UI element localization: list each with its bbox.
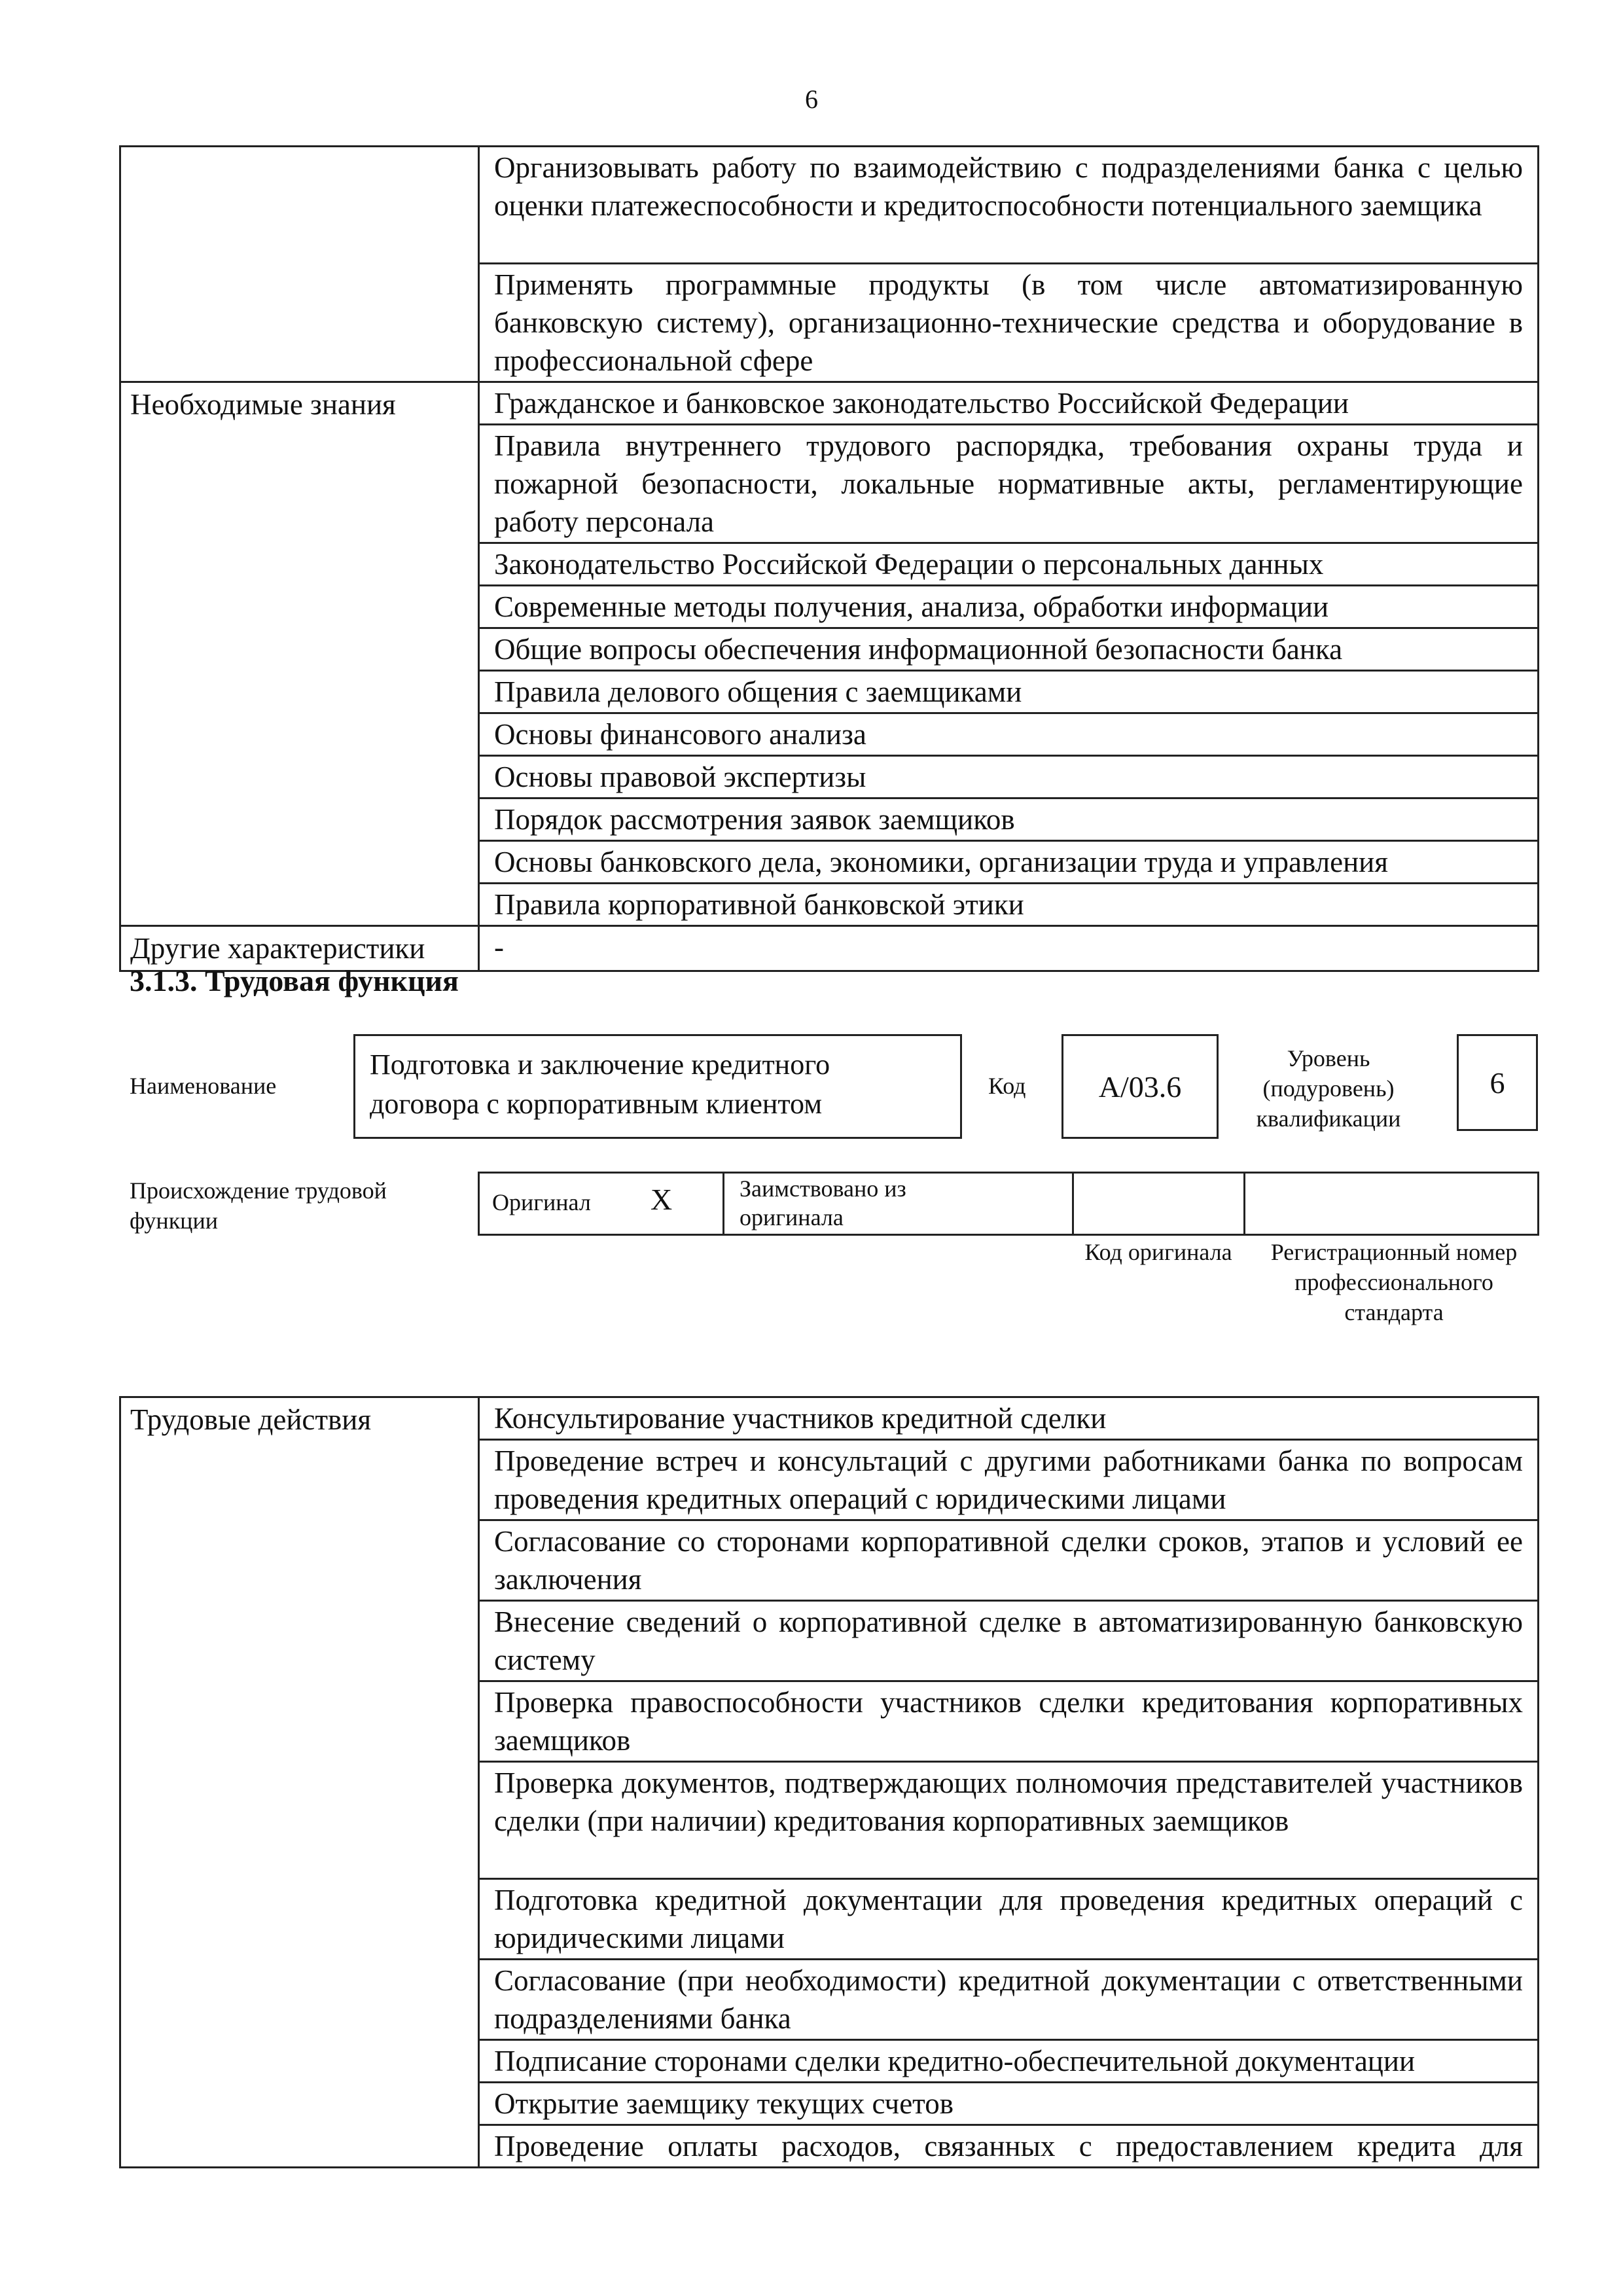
skill-item: Применять программные продукты (в том числе автоматизированную банковскую систему), организационно-технические средства и оборудование в профессиональной сфере — [479, 264, 1539, 382]
code-label: Код — [988, 1073, 1026, 1099]
reg-number-caption: Регистрационный номер профессионального стандарта — [1270, 1239, 1518, 1325]
action-item: Согласование со сторонами корпоративной сделки сроков, этапов и условий ее заключения — [479, 1520, 1539, 1601]
name-label: Наименование — [130, 1073, 277, 1099]
original-label: Оригинал — [492, 1189, 591, 1215]
page-number: 6 — [805, 84, 818, 114]
origin-divider — [1072, 1172, 1074, 1236]
action-item: Проверка правоспособности участников сделки кредитования корпоративных заемщиков — [479, 1681, 1539, 1762]
knowledge-item: Законодательство Российской Федерации о персональных данных — [479, 543, 1539, 586]
origin-divider — [1243, 1172, 1245, 1236]
requirements-table — [119, 145, 1539, 972]
knowledge-item: Правила внутреннего трудового распорядка, требования охраны труда и пожарной безопасности, локальные нормативные акты, регламентирующие работу персонала — [479, 425, 1539, 543]
other-item: - — [479, 926, 1539, 971]
skill-item: Организовывать работу по взаимодействию с подразделениями банка с целью оценки платежеспособности и кредитоспособности потенциального заемщика — [479, 147, 1539, 264]
level-value: 6 — [1489, 1066, 1505, 1100]
action-item: Проведение оплаты расходов, связанных с предоставлением кредита для — [479, 2125, 1539, 2168]
action-item: Открытие заемщику текущих счетов — [479, 2083, 1539, 2125]
knowledge-item: Правила делового общения с заемщиками — [479, 671, 1539, 713]
actions-table — [119, 1396, 1539, 2168]
row-label-skills-continued — [120, 147, 479, 382]
knowledge-item: Основы правовой экспертизы — [479, 756, 1539, 798]
origin-label: Происхождение трудовой функции — [130, 1177, 387, 1234]
function-name-box — [353, 1034, 962, 1139]
code-original-caption: Код оригинала — [1084, 1239, 1232, 1265]
knowledge-item: Общие вопросы обеспечения информационной безопасности банка — [479, 628, 1539, 671]
borrowed-label: Заимствовано из оригинала — [740, 1175, 906, 1230]
code-value: A/03.6 — [1098, 1069, 1182, 1103]
knowledge-item: Правила корпоративной банковской этики — [479, 884, 1539, 926]
action-item: Проверка документов, подтверждающих полномочия представителей участников сделки (при наличии) кредитования корпоративных заемщиков — [479, 1762, 1539, 1879]
knowledge-item: Гражданское и банковское законодательство Российской Федерации — [479, 382, 1539, 425]
row-label-knowledge: Необходимые знания — [120, 382, 479, 926]
code-box — [1061, 1034, 1219, 1139]
section-heading: 3.1.3. Трудовая функция — [130, 964, 459, 997]
knowledge-item: Основы банковского дела, экономики, организации труда и управления — [479, 841, 1539, 884]
row-label-actions: Трудовые действия — [120, 1397, 479, 2168]
row-label-other: Другие характеристики — [120, 926, 479, 971]
level-label: Уровень (подуровень) квалификации — [1256, 1045, 1401, 1132]
origin-box — [478, 1172, 1539, 1236]
original-mark: X — [651, 1183, 673, 1216]
origin-divider — [722, 1172, 724, 1236]
level-box — [1457, 1034, 1538, 1131]
knowledge-item: Современные методы получения, анализа, обработки информации — [479, 586, 1539, 628]
action-item: Подписание сторонами сделки кредитно-обеспечительной документации — [479, 2040, 1539, 2083]
action-item: Проведение встреч и консультаций с другими работниками банка по вопросам проведения кредитных операций с юридическими лицами — [479, 1440, 1539, 1520]
action-item: Консультирование участников кредитной сделки — [479, 1397, 1539, 1440]
action-item: Согласование (при необходимости) кредитной документации с ответственными подразделениями банка — [479, 1960, 1539, 2040]
function-name: Подготовка и заключение кредитного договора с корпоративным клиентом — [370, 1049, 830, 1120]
action-item: Подготовка кредитной документации для проведения кредитных операций с юридическими лицами — [479, 1879, 1539, 1960]
knowledge-item: Порядок рассмотрения заявок заемщиков — [479, 798, 1539, 841]
action-item: Внесение сведений о корпоративной сделке в автоматизированную банковскую систему — [479, 1601, 1539, 1681]
knowledge-item: Основы финансового анализа — [479, 713, 1539, 756]
